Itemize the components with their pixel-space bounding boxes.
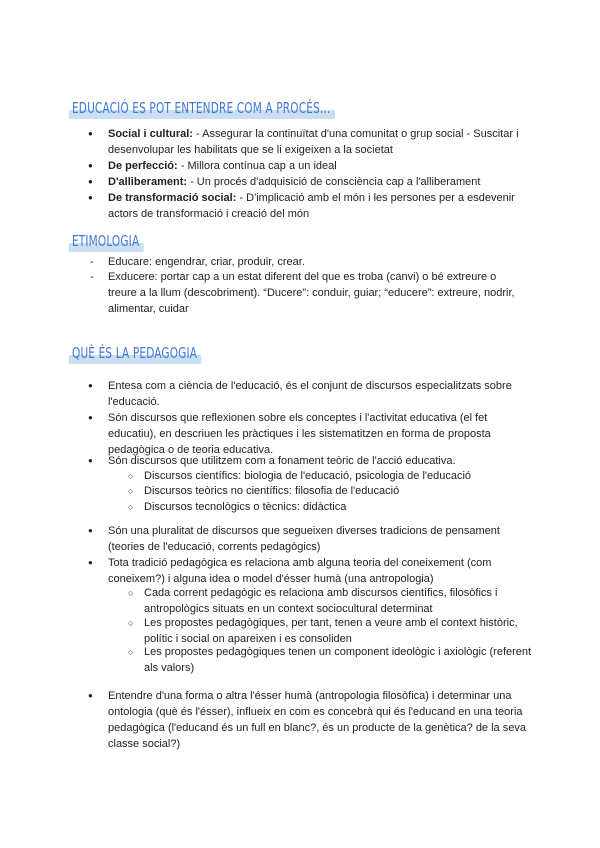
section-heading-proces: EDUCACIÓ ES POT ENTENDRE COM A PROCÉS... <box>72 99 331 117</box>
list-item: - Educare: engendrar, criar, produir, crear. <box>108 254 528 270</box>
list-item: ● Són una pluralitat de discursos que segueixen diverses tradicions de pensament (teories de l'educació, corrents pedagògics) <box>108 523 538 555</box>
list-item: ● Són discursos que utilitzem com a fonament teòric de l'acció educativa. <box>108 453 538 469</box>
sublist-item: ○ Cada corrent pedagògic es relaciona amb discursos científics, filosòfics i antropològics situats en un context sociocultural determinat <box>144 585 544 617</box>
item-term: De transformació social: <box>108 192 237 204</box>
section-heading-pedagogia: QUÈ ÉS LA PEDAGOGIA <box>72 344 198 362</box>
sublist-item: ○ Discursos científics: biologia de l'educació, psicologia de l'educació <box>144 468 544 484</box>
item-term: Social i cultural: <box>108 128 193 140</box>
section-heading-etimologia: ETIMOLOGIA <box>72 232 140 250</box>
list-item: - Exducere: portar cap a un estat diferent del que es troba (canvi) o bé extreure o treure a la llum (descobriment). “Ducere”: conduir, guiar; “educere”: extreure, nodrir, alimentar, cuidar <box>108 269 528 317</box>
list-item <box>108 158 538 174</box>
list-item: ● Entesa com a ciència de l'educació, és el conjunt de discursos especialitzats sobre l'educació. <box>108 378 538 410</box>
item-text: - Un procés d'adquisició de consciència cap a l'alliberament <box>187 176 481 188</box>
item-term: D'alliberament: <box>108 176 188 188</box>
list-item <box>108 190 538 222</box>
list-item <box>108 174 538 190</box>
list-item <box>108 126 538 158</box>
sublist-item: ○ Discursos teòrics no científics: filosofia de l'educació <box>144 483 544 499</box>
sublist-item: ○ Discursos tecnològics o tècnics: didàctica <box>144 499 544 515</box>
list-item: ● Entendre d'una forma o altra l'ésser humà (antropologia filosòfica) i determinar una ontologia (què és l'ésser), influeix en com es concebrà qui és l'educand en una teoria pedagògica (l'educand és un full en blanc?, és un producte de la genètica? de la seva classe social?) <box>108 688 538 752</box>
item-text: - Millora contínua cap a un ideal <box>177 160 337 172</box>
item-text: - D'implicació amb el món i les persones per a esdevenir actors de transformació i creació del món <box>108 192 515 220</box>
list-item: ● Són discursos que reflexionen sobre els conceptes i l'activitat educativa (el fet educatiu), en descriuen les pràctiques i les sistematitzen en forma de proposta pedagògica o de teoria educativa. <box>108 410 538 458</box>
sublist-item: ○ Les propostes pedagògiques, per tant, tenen a veure amb el context històric, polític i social on apareixen i es consoliden <box>144 615 544 647</box>
sublist-item: ○ Les propostes pedagògiques tenen un component ideològic i axiològic (referent als valors) <box>144 644 544 676</box>
list-item: ● Tota tradició pedagògica es relaciona amb alguna teoria del coneixement (com coneixem?) i alguna idea o model d'ésser humà (una antropologia) <box>108 555 538 587</box>
item-text: - Assegurar la continuïtat d'una comunitat o grup social - Suscitar i desenvolupar les habilitats que se li exigeixen a la societat <box>108 128 519 156</box>
item-term: De perfecció: <box>108 160 178 172</box>
